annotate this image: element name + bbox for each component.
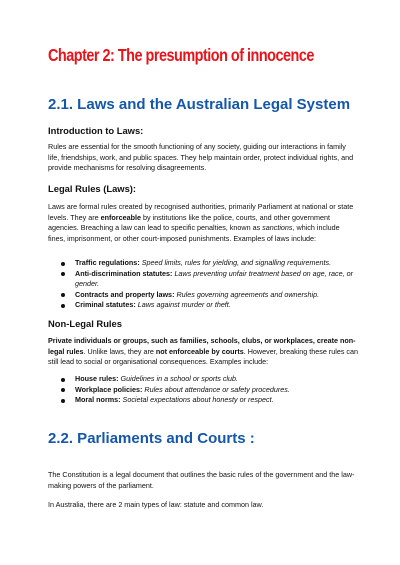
constitution-paragraph: The Constitution is a legal document that outlines the basic rules of the government and the law-making powers of the parliament.	[48, 470, 355, 490]
section-title-2-1: 2.1. Laws and the Australian Legal System	[48, 96, 351, 113]
legal-rules-heading: Legal Rules (Laws):	[48, 183, 137, 194]
list-item: Contracts and property laws: Rules governing agreements and ownership.	[58, 290, 358, 301]
section-title-2-2: 2.2. Parliaments and Courts :	[48, 430, 255, 447]
intro-paragraph: Rules are essential for the smooth functioning of any society, guiding our interactions in family life, friendships, work, and public spaces. They help maintain order, protect individual rights, and provide mechanisms for resolving disagreements.	[48, 142, 354, 173]
list-item-term: Workplace policies	[75, 384, 140, 394]
non-legal-examples-list	[58, 374, 358, 406]
list-item: Anti-discrimination statutes: Laws preventing unfair treatment based on age, race, or gender.	[58, 269, 358, 290]
list-item-desc: Laws preventing unfair treatment based on age, race, or gender.	[75, 268, 354, 289]
list-item: Traffic regulations: Speed limits, rules for yielding, and signalling requirements.	[58, 258, 358, 269]
not-enforceable-term: not enforceable by courts	[155, 346, 244, 356]
non-legal-paragraph	[48, 336, 358, 368]
list-item-desc: Societal expectations about honesty or respect.	[122, 395, 274, 405]
list-item: Criminal statutes: Laws against murder or theft.	[58, 300, 358, 311]
list-item-term: House rules	[75, 374, 117, 383]
non-legal-text-2: . However, breaking these rules can still lead to social or organisational consequences. Examples include:	[48, 346, 359, 367]
bullet-icon	[61, 399, 65, 403]
list-item-term: Criminal statutes	[75, 300, 134, 310]
legal-rules-text-3: , which include fines, imprisonment, or other court-imposed punishments. Examples of laws include:	[48, 223, 340, 243]
sanctions-term: sanctions	[262, 223, 293, 233]
list-item: Moral norms: Societal expectations about honesty or respect.	[58, 395, 358, 406]
bullet-icon	[61, 388, 65, 392]
types-of-law-paragraph: In Australia, there are 2 main types of law: statute and common law.	[48, 500, 264, 509]
list-item-term: Traffic regulations	[75, 258, 138, 267]
legal-rules-text-1: Laws are formal rules created by recognised authorities, primarily Parliament at national or state levels. They are	[48, 202, 354, 222]
list-item-desc: Rules about attendance or safety procedures.	[144, 384, 290, 394]
list-item-term: Moral norms	[75, 395, 119, 405]
intro-heading: Introduction to Laws:	[48, 125, 144, 136]
enforceable-term: enforceable	[100, 212, 141, 222]
legal-rules-text-2: by institutions like the police, courts, and other government agencies. Breaching a law can lead to specific penalties, known as	[48, 212, 330, 233]
list-item-term: Contracts and property laws	[75, 289, 173, 299]
non-legal-heading: Non-Legal Rules	[48, 318, 122, 329]
non-legal-text-1: . Unlike laws, they are	[83, 346, 156, 356]
bullet-icon	[61, 304, 65, 308]
bullet-icon	[61, 262, 65, 266]
list-item-desc: Speed limits, rules for yielding, and signalling requirements.	[141, 258, 332, 267]
list-item-desc: Rules governing agreements and ownership.	[176, 289, 320, 299]
list-item: House rules: Guidelines in a school or sports club.	[58, 374, 358, 385]
bullet-icon	[61, 378, 65, 382]
list-item-desc: Laws against murder or theft.	[137, 300, 231, 310]
laws-examples-list	[58, 258, 358, 311]
non-legal-lead: Private individuals or groups, such as families, schools, clubs, or workplaces, create non-legal rules	[48, 336, 356, 356]
legal-rules-paragraph	[48, 202, 358, 244]
bullet-icon	[61, 293, 65, 297]
list-item: Workplace policies: Rules about attendance or safety procedures.	[58, 385, 358, 396]
list-item-term: Anti-discrimination statutes	[75, 268, 171, 278]
chapter-title: Chapter 2: The presumption of innocence	[48, 45, 314, 65]
list-item-desc: Guidelines in a school or sports club.	[120, 374, 239, 383]
bullet-icon	[61, 272, 65, 276]
